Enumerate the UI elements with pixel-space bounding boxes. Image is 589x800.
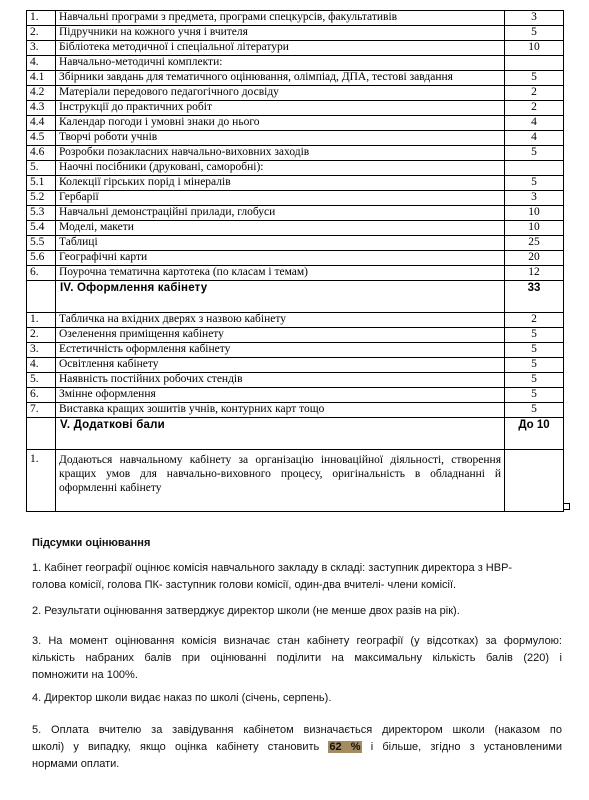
- table-row: [27, 388, 564, 403]
- table-row: [27, 101, 564, 116]
- highlighted-percentage: 62 %: [329, 741, 361, 753]
- row-text-cell: Інструкції до практичних робіт: [56, 101, 505, 116]
- table-row: [27, 56, 564, 71]
- summary-title: Підсумки оцінювання: [32, 537, 151, 549]
- row-points-cell: 33: [505, 281, 564, 313]
- table-row: [27, 41, 564, 56]
- row-points-cell: [505, 161, 564, 176]
- row-number-cell: 4.: [27, 358, 56, 373]
- row-points-cell: До 10: [505, 418, 564, 450]
- table-row: [27, 328, 564, 343]
- table-row: [27, 131, 564, 146]
- row-number-cell: 5.1: [27, 176, 56, 191]
- row-text-cell: Матеріали передового педагогічного досвіду: [56, 86, 505, 101]
- table-row: [27, 146, 564, 161]
- row-number-cell: 4.2: [27, 86, 56, 101]
- row-text-cell: Наочні посібники (друковані, саморобні):: [56, 161, 505, 176]
- summary-item-5: 5. Оплата вчителю за завідування кабінетом визначається директором школи (наказом по школі) у випадку, якщо оцінка кабінету становить 62 % і більше, згідно з установленими нормами оплати.: [32, 724, 562, 770]
- row-text-cell: Додаються навчальному кабінету за організацію інноваційної діяльності, створення кращих умов для навчально-виховного процесу, оригінальність в обладнанні й оформленні кабінету: [56, 450, 505, 512]
- row-points-cell: 5: [505, 176, 564, 191]
- table-row: [27, 343, 564, 358]
- row-points-cell: 2: [505, 86, 564, 101]
- table-row: [27, 313, 564, 328]
- row-text-cell: Географічні карти: [56, 251, 505, 266]
- row-number-cell: 3.: [27, 41, 56, 56]
- row-points-cell: 5: [505, 343, 564, 358]
- row-points-cell: 10: [505, 221, 564, 236]
- row-number-cell: 4.5: [27, 131, 56, 146]
- row-text-cell: Навчальні програми з предмета, програми спецкурсів, факультативів: [56, 11, 505, 26]
- row-text-cell: Навчальні демонстраційні прилади, глобуси: [56, 206, 505, 221]
- row-number-cell: 2.: [27, 328, 56, 343]
- row-text-cell: Наявність постійних робочих стендів: [56, 373, 505, 388]
- row-points-cell: 2: [505, 101, 564, 116]
- table-row: [27, 251, 564, 266]
- row-number-cell: 1.: [27, 11, 56, 26]
- row-points-cell: 10: [505, 206, 564, 221]
- section-header-row: [27, 418, 564, 450]
- table-resize-handle[interactable]: [563, 503, 570, 510]
- summary-item-4: 4. Директор школи видає наказ по школі (січень, серпень).: [32, 692, 332, 704]
- row-points-cell: 20: [505, 251, 564, 266]
- summary-item-2: 2. Результати оцінювання затверджує директор школи (не менше двох разів на рік).: [32, 605, 460, 617]
- row-text-cell: Творчі роботи учнів: [56, 131, 505, 146]
- row-number-cell: 5.: [27, 161, 56, 176]
- row-text-cell: Освітлення кабінету: [56, 358, 505, 373]
- row-points-cell: 5: [505, 358, 564, 373]
- row-number-cell: 6.: [27, 266, 56, 281]
- row-points-cell: [505, 56, 564, 71]
- table-row: [27, 26, 564, 41]
- row-text-cell: Моделі, макети: [56, 221, 505, 236]
- row-text-cell: V. Додаткові бали: [56, 418, 505, 450]
- row-number-cell: [27, 281, 56, 313]
- row-number-cell: 4.3: [27, 101, 56, 116]
- row-points-cell: 4: [505, 116, 564, 131]
- evaluation-table: [26, 10, 564, 512]
- row-points-cell: 12: [505, 266, 564, 281]
- section-header-row: [27, 281, 564, 313]
- table-row: [27, 116, 564, 131]
- row-points-cell: 5: [505, 71, 564, 86]
- row-number-cell: 5.2: [27, 191, 56, 206]
- row-text-cell: Розробки позакласних навчально-виховних заходів: [56, 146, 505, 161]
- table-row: [27, 221, 564, 236]
- row-number-cell: 5.5: [27, 236, 56, 251]
- row-points-cell: [505, 450, 564, 512]
- summary-item-1: 1. Кабінет географії оцінює комісія навчального закладу в складі: заступник директора з НВР- голова комісії, голова ПК- заступник голови комісії, один-два вчителі- члени комісії.: [32, 562, 513, 591]
- row-points-cell: 5: [505, 388, 564, 403]
- row-number-cell: 4.4: [27, 116, 56, 131]
- row-points-cell: 4: [505, 131, 564, 146]
- row-points-cell: 25: [505, 236, 564, 251]
- table-row: [27, 266, 564, 281]
- row-number-cell: [27, 418, 56, 450]
- row-text-cell: Колекції гірських порід і мінералів: [56, 176, 505, 191]
- row-number-cell: 2.: [27, 26, 56, 41]
- row-number-cell: 4.1: [27, 71, 56, 86]
- row-number-cell: 1.: [27, 313, 56, 328]
- row-points-cell: 3: [505, 191, 564, 206]
- row-text-cell: Підручники на кожного учня і вчителя: [56, 26, 505, 41]
- table-row: [27, 450, 564, 512]
- table-row: [27, 403, 564, 418]
- table-row: [27, 373, 564, 388]
- row-number-cell: 4.6: [27, 146, 56, 161]
- row-points-cell: 2: [505, 313, 564, 328]
- row-text-cell: Навчально-методичні комплекти:: [56, 56, 505, 71]
- table-row: [27, 236, 564, 251]
- evaluation-table-body: [27, 11, 564, 512]
- table-row: [27, 11, 564, 26]
- row-points-cell: 5: [505, 26, 564, 41]
- row-number-cell: 5.4: [27, 221, 56, 236]
- row-points-cell: 5: [505, 403, 564, 418]
- row-text-cell: Змінне оформлення: [56, 388, 505, 403]
- table-row: [27, 71, 564, 86]
- row-text-cell: Табличка на вхідних дверях з назвою кабінету: [56, 313, 505, 328]
- row-number-cell: 4.: [27, 56, 56, 71]
- table-row: [27, 86, 564, 101]
- summary-item-5-line2: школі) у випадку, якщо оцінка кабінету становить 62 % і більше, згідно з установленими: [32, 741, 562, 753]
- row-text-cell: Озеленення приміщення кабінету: [56, 328, 505, 343]
- row-text-cell: IV. Оформлення кабінету: [56, 281, 505, 313]
- row-points-cell: 3: [505, 11, 564, 26]
- row-text-cell: Таблиці: [56, 236, 505, 251]
- table-row: [27, 161, 564, 176]
- row-number-cell: 7.: [27, 403, 56, 418]
- row-number-cell: 5.3: [27, 206, 56, 221]
- row-text-cell: Поурочна тематична картотека (по класам і темам): [56, 266, 505, 281]
- row-number-cell: 5.6: [27, 251, 56, 266]
- row-points-cell: 5: [505, 373, 564, 388]
- row-number-cell: 3.: [27, 343, 56, 358]
- row-text-cell: Виставка кращих зошитів учнів, контурних карт тощо: [56, 403, 505, 418]
- table-row: [27, 206, 564, 221]
- row-number-cell: 6.: [27, 388, 56, 403]
- row-text-cell: Естетичність оформлення кабінету: [56, 343, 505, 358]
- row-points-cell: 5: [505, 328, 564, 343]
- table-row: [27, 176, 564, 191]
- row-number-cell: 5.: [27, 373, 56, 388]
- table-row: [27, 358, 564, 373]
- row-points-cell: 5: [505, 146, 564, 161]
- row-text-cell: Календар погоди і умовні знаки до нього: [56, 116, 505, 131]
- row-text-cell: Збірники завдань для тематичного оцінювання, олімпіад, ДПА, тестові завдання: [56, 71, 505, 86]
- summary-item-3: 3. На момент оцінювання комісія визначає стан кабінету географії (у відсотках) за формулою: кількість набраних балів при оцінюванні поділити на максимальну кількість балів (220) і помножити на 100%.: [32, 635, 562, 681]
- row-text-cell: Гербарії: [56, 191, 505, 206]
- row-text-cell: Бібліотека методичної і спеціальної літератури: [56, 41, 505, 56]
- row-points-cell: 10: [505, 41, 564, 56]
- table-row: [27, 191, 564, 206]
- row-number-cell: 1.: [27, 450, 56, 512]
